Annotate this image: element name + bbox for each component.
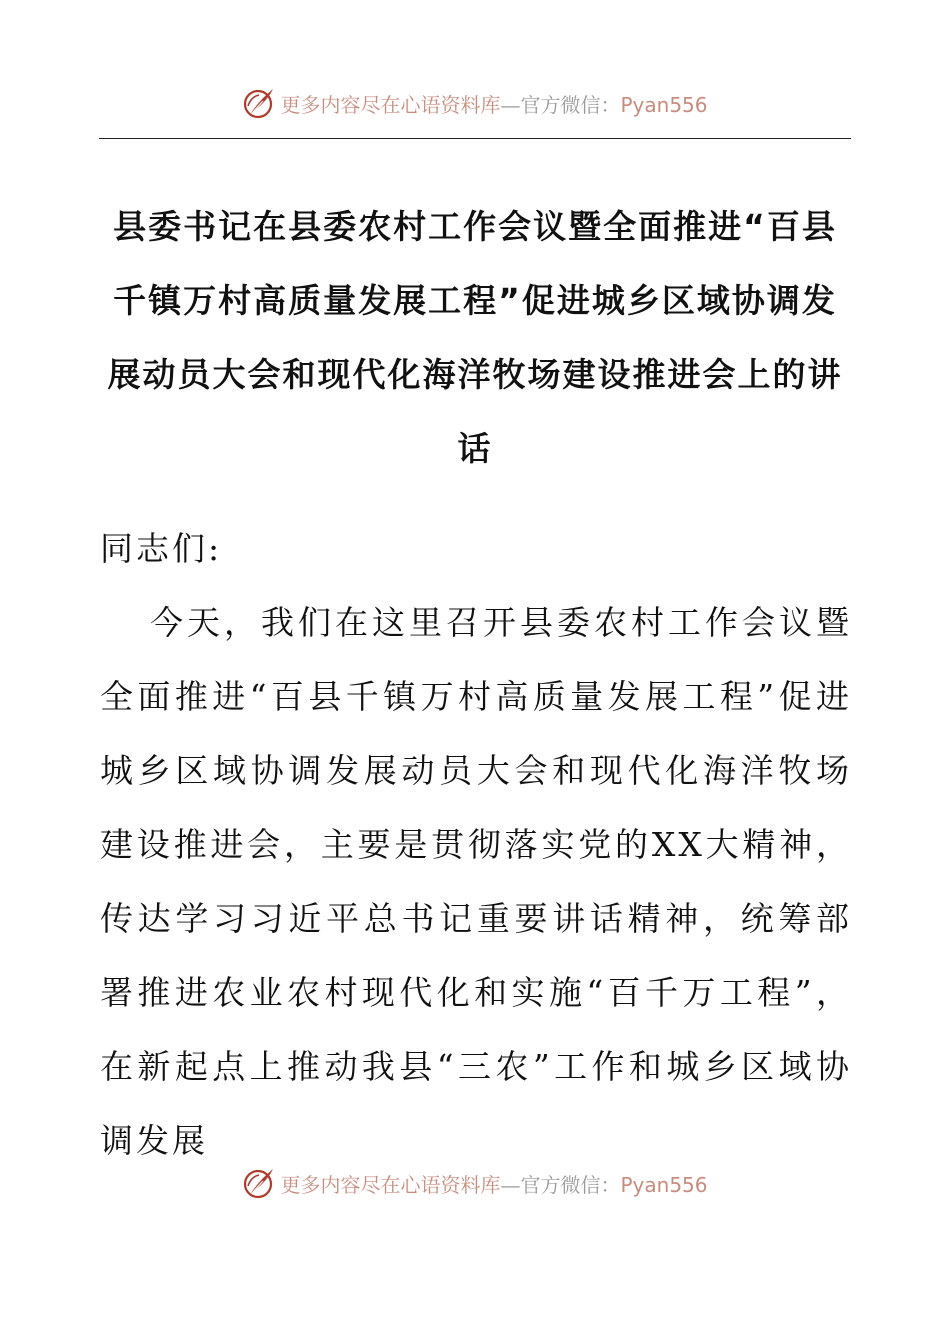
banner-wechat-label: 官方微信： — [520, 92, 621, 117]
document-body — [100, 512, 852, 1178]
header-banner — [0, 83, 950, 123]
banner-site-name: 更多内容尽在心语资料库 — [280, 1172, 501, 1197]
body-paragraph: 今天，我们在这里召开县委农村工作会议暨全面推进“百县千镇万村高质量发展工程”促进城乡区域协调发展动员大会和现代化海洋牧场建设推进会，主要是贯彻落实党的XX大精神，传达学习习近平总书记重要讲话精神，统筹部署推进农业农村现代化和实施“百千万工程”，在新起点上推动我县“三农”工作和城乡区域协调发展 — [100, 603, 852, 1160]
banner-wechat-id: Pyan556 — [620, 92, 708, 117]
banner-text — [280, 89, 707, 118]
banner-dash: — — [500, 92, 521, 117]
salutation: 同志们: — [100, 529, 223, 568]
header-rule — [99, 138, 851, 139]
quill-pen-logo-icon — [242, 86, 276, 120]
banner-wechat-label: 官方微信： — [520, 1172, 621, 1197]
quill-pen-logo-icon — [242, 1166, 276, 1200]
banner-site-name: 更多内容尽在心语资料库 — [280, 92, 501, 117]
banner-dash: — — [500, 1172, 521, 1197]
banner-text — [280, 1169, 707, 1198]
document-title: 县委书记在县委农村工作会议暨全面推进“百县千镇万村高质量发展工程”促进城乡区域协调发展动员大会和现代化海洋牧场建设推进会上的讲话 — [107, 207, 843, 468]
footer-banner — [0, 1163, 950, 1203]
banner-wechat-id: Pyan556 — [620, 1172, 708, 1197]
